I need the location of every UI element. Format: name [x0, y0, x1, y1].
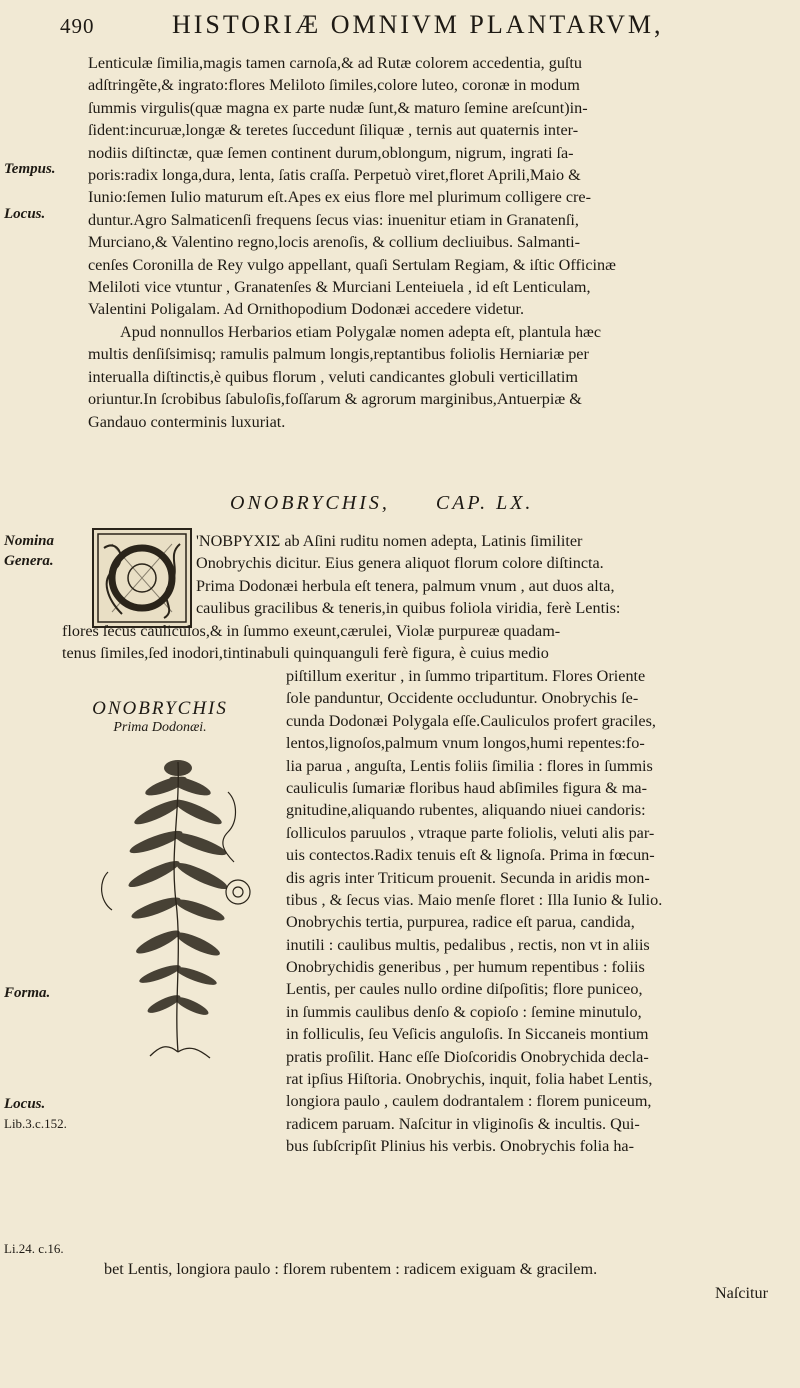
decorated-initial-icon	[92, 528, 192, 628]
text-line: Gandauo conterminis luxuriat.	[88, 412, 286, 431]
text-line: longiora paulo , caulem dodrantalem : florem puniceum,	[286, 1092, 652, 1111]
text-line: Lentis, per caules nullo ordine diſpoſitis; flore puniceo,	[286, 980, 643, 999]
margin-note-nomina: Nomina	[4, 533, 55, 549]
paragraph-onobrychis-opening	[196, 530, 768, 620]
text-line: radicem paruam. Naſcitur in vliginoſis & incultis. Qui-	[286, 1114, 640, 1133]
text-line: interualla diſtinctis,è quibus florum , veluti candicantes globuli verticillatim	[88, 367, 579, 386]
text-line: poris:radix longa,dura, lenta, ſatis craſſa. Perpetuò viret,floret Aprili,Maio &	[88, 165, 581, 184]
margin-note-locus-2: Locus.	[4, 1096, 46, 1112]
text-line: Prima Dodonæi herbula eſt tenera, palmum vnum , aut duos alta,	[196, 576, 615, 595]
text-line: ſident:incuruæ,longæ & teretes ſuccedunt ſiliquæ , ternis aut quaternis inter-	[88, 121, 579, 140]
text-line: Onobrychis tertia, purpurea, radice eſt parua, candida,	[286, 913, 635, 932]
text-line: 'NOBPYXIΣ ab Aſini ruditu nomen adepta, Latinis ſimiliter	[196, 532, 583, 550]
page-header	[60, 10, 780, 44]
text-line: rat ipſius Hiſtoria. Onobrychis, inquit, folia habet Lentis,	[286, 1070, 653, 1089]
margin-note-genera: Genera.	[4, 553, 54, 569]
text-line: Iunio:ſemen Iulio maturum eſt.Apes ex eius flore mel plurimum colligere cre-	[88, 188, 592, 207]
paragraph-onobrychis-end	[104, 1258, 768, 1280]
catchword: Naſcitur	[714, 1284, 768, 1302]
text-line: uis contectos.Radix tenuis eſt & lignoſa. Prima in fœcun-	[286, 846, 655, 865]
text-line: in folliculis, ſeu Veſicis angulоſis. In Siccaneis montium	[286, 1025, 649, 1044]
text-line: ſummis virgulis(quæ magna ex parte nudæ ſunt,& maturo ſemine areſcunt)in-	[88, 98, 588, 117]
text-line: gnitudine,aliquando rubentes, aliquando niuei candoris:	[286, 801, 646, 820]
text-line: lia parua , anguſta, Lentis foliis ſimilia : flores in ſummis	[286, 756, 653, 775]
margin-note-forma: Forma.	[4, 985, 51, 1001]
figure-caption-title: ONOBRYCHIS	[92, 698, 228, 719]
text-line: in ſummis caulibus denſo & copioſo : ſemine minutulo,	[286, 1002, 642, 1021]
text-line: cunda Dodonæi Polygala eſſe.Cauliculos profert graciles,	[286, 711, 656, 730]
margin-reference-book: Lib.3.c.152.	[4, 1116, 67, 1131]
text-line: Murciano,& Valentino regno,locis arenoſis, & collium decliuibus. Salmanti-	[88, 233, 580, 252]
text-line: inutili : caulibus multis, pedalibus , rectis, non vt in aliis	[286, 935, 650, 954]
chapter-title: ONOBRYCHIS,	[230, 492, 390, 514]
figure-caption-subtitle: Prima Dodonæi.	[113, 720, 207, 735]
margin-reference-pliny: Li.24. c.16.	[4, 1241, 64, 1256]
text-line: ſolliculos paruulos , vtraque parte foliolis, veluti alis par-	[286, 823, 655, 842]
paragraph-onobrychis-full	[62, 620, 768, 665]
onobrychis-woodcut-illustration	[78, 752, 278, 1062]
text-line: cenſes Coronilla de Rey vulgo appellant, quaſi Sertulam Regiam, & iſtic Officinæ	[88, 255, 616, 274]
text-line: bet Lentis, longiora paulo : florem rubentem : radicem exiguam & gracilem.	[104, 1260, 598, 1278]
text-line: bus ſubſcripſit Plinius his verbis. Onobrychis folia ha-	[286, 1137, 634, 1156]
text-line: duntur.Agro Salmaticenſi frequens ſecus vias: inuenitur etiam in Granatenſi,	[88, 210, 579, 229]
figure-caption	[60, 698, 260, 736]
text-line: dis agris inter Triticum prouenit. Secunda in aridis mon-	[286, 868, 650, 887]
text-line: lentos,lignoſos,palmum vnum longos,humi repentes:fo-	[286, 734, 645, 753]
paragraph-lenticula	[88, 52, 768, 321]
text-line: oriuntur.In ſcrobibus ſabuloſis,foſſarum & agrorum marginibus,Antuerpiæ &	[88, 390, 582, 409]
text-line: Onobrychidis generibus , per humum repentibus : foliis	[286, 958, 645, 977]
text-line: caulibus gracilibus & teneris,in quibus foliola viridia, ferè Lentis:	[196, 599, 621, 618]
text-line: cauliculis ſumariæ floribus haud abſimiles figura & ma-	[286, 778, 647, 797]
running-head: HISTORIÆ OMNIVM PLANTARVM,	[172, 10, 664, 39]
text-line: Apud nonnullos Herbarios etiam Polygalæ nomen adepta eſt, plantula hæc	[120, 323, 602, 341]
paragraph-onobrychis-column	[286, 665, 768, 1158]
text-line: Valentini Poligalam. Ad Ornithopodium Dodonæi accedere videtur.	[88, 300, 525, 319]
margin-note-tempus: Tempus.	[4, 161, 56, 177]
text-line: Onobrychis dicitur. Eius genera aliquot florum colore diſtincta.	[196, 554, 604, 573]
text-line: Meliloti vice vtuntur , Granatenſes & Murciani Lenteiuela , id eſt Lenticulam,	[88, 277, 591, 296]
text-line: adſtringẽte,& ingrato:flores Meliloto ſimiles,colore luteo, coronæ in modum	[88, 76, 580, 95]
text-line: Lenticulæ ſimilia,magis tamen carnoſa,& ad Rutæ colorem accedentia, guſtu	[88, 54, 583, 72]
text-line: multis denſiſsimisq; ramulis palmum longis,reptantibus foliolis Herniariæ per	[88, 345, 589, 364]
text-line: flores ſecus cauliculos,& in ſummo exeunt,cærulei, Violæ purpureæ quadam-	[62, 622, 561, 640]
chapter-heading	[230, 492, 750, 515]
text-line: tibus , & ſecus vias. Maio menſe floret : Illa Iunio & Iulio.	[286, 890, 663, 909]
text-line: pratis proſilit. Hanc eſſe Dioſcoridis Onobrychida decla-	[286, 1047, 649, 1066]
text-line: piſtillum exeritur , in ſummo tripartitum. Flores Oriente	[286, 667, 646, 685]
margin-note-locus: Locus.	[4, 206, 46, 222]
page-number: 490	[60, 14, 95, 38]
text-line: nodiis diſtinctæ, quæ ſemen continent durum,oblongum, nigrum, ingrati ſa-	[88, 143, 574, 162]
chapter-number: CAP. LX.	[435, 492, 534, 514]
text-line: tenus ſimiles,ſed inodori,tintinabuli quinquanguli ferè figura, è cuius medio	[62, 644, 549, 663]
text-line: ſole panduntur, Occidente occluduntur. Onobrychis ſe-	[286, 689, 639, 708]
paragraph-polygala	[88, 321, 768, 433]
